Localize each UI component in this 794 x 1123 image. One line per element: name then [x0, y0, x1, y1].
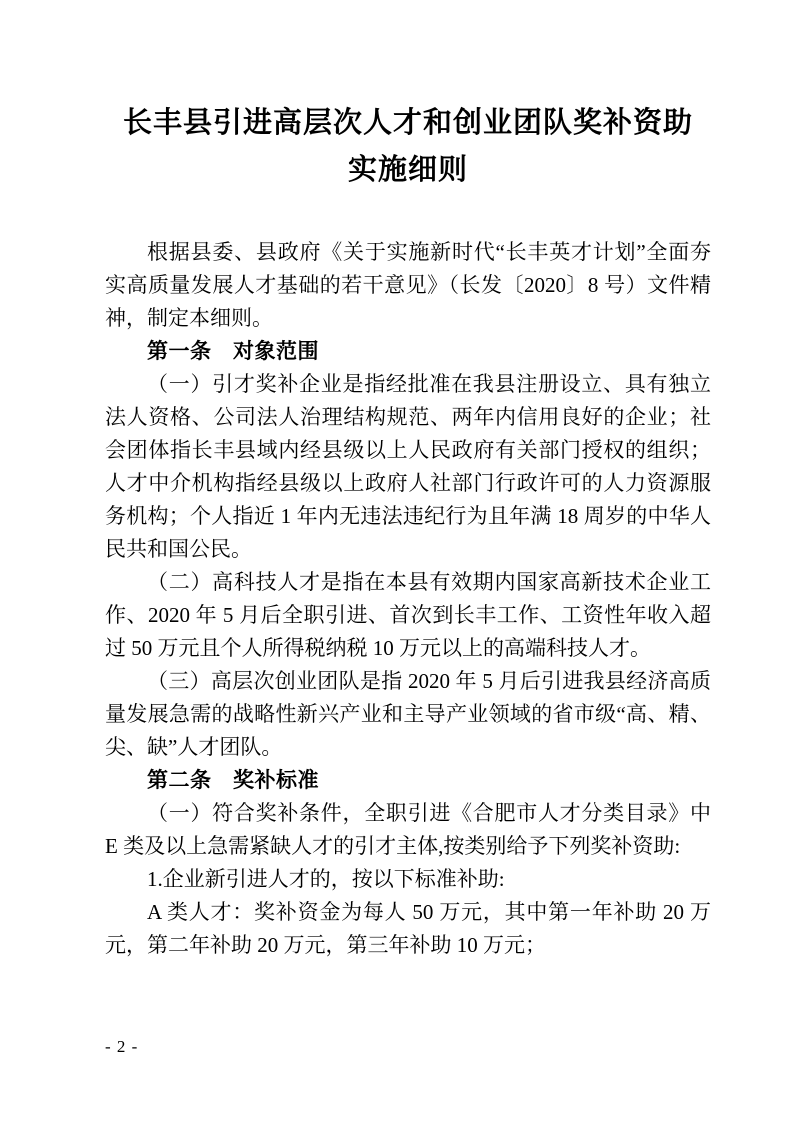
document-title	[105, 100, 711, 194]
paragraph-item-2: （二）高科技人才是指在本县有效期内国家高新技术企业工作、2020 年 5 月后全职引进、首次到长丰工作、工资性年收入超过 50 万元且个人所得税纳税 10 万元以上的高端科技人才。	[105, 570, 711, 660]
paragraph-class-a: A 类人才：奖补资金为每人 50 万元，其中第一年补助 20 万元，第二年补助 20 万元，第三年补助 10 万元；	[105, 900, 711, 957]
section-heading-2: 第二条 奖补标准	[147, 769, 319, 792]
document-content	[105, 0, 711, 962]
section-heading-1: 第一条 对象范围	[147, 340, 319, 363]
paragraph-item-1: （一）引才奖补企业是指经批准在我县注册设立、具有独立法人资格、公司法人治理结构规范、两年内信用良好的企业；社会团体指长丰县域内经县级以上人民政府有关部门授权的组织；人才中介机构指经县级以上政府人社部门行政许可的人力资源服务机构；个人指近 1 年内无违法违纪行为且年满 18 周岁的中华人民共和国公民。	[105, 372, 711, 561]
paragraph-standard-1: （一）符合奖补条件，全职引进《合肥市人才分类目录》中 E 类及以上急需紧缺人才的引才主体,按类别给予下列奖补资助:	[105, 801, 711, 858]
title-line-1: 长丰县引进高层次人才和创业团队奖补资助	[122, 107, 693, 139]
document-body	[105, 236, 711, 962]
paragraph-item-3: （三）高层次创业团队是指 2020 年 5 月后引进我县经济高质量发展急需的战略性新兴产业和主导产业领域的省市级“高、精、尖、缺”人才团队。	[105, 669, 711, 759]
title-line-2: 实施细则	[347, 154, 468, 186]
paragraph-standard-sub: 1.企业新引进人才的，按以下标准补助:	[147, 867, 505, 891]
page-number: - 2 -	[105, 1037, 139, 1056]
paragraph-intro: 根据县委、县政府《关于实施新时代“长丰英才计划”全面夯实高质量发展人才基础的若干意见》（长发〔2020〕8 号）文件精神，制定本细则。	[105, 240, 711, 330]
